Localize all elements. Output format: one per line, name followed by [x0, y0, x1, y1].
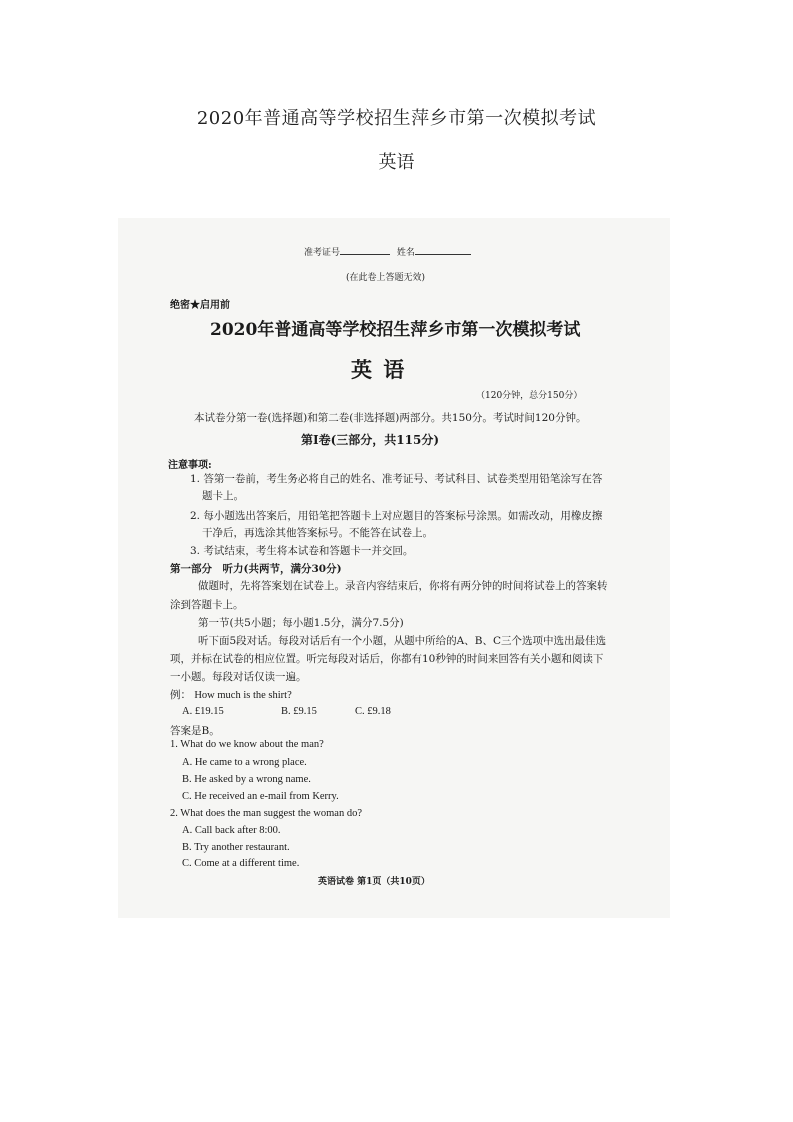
notice-item-2: 2. 每小题选出答案后，用铅笔把答题卡上对应题目的答案标号涂黑。如需改动，用橡皮擦 [190, 510, 603, 522]
admission-line [304, 245, 471, 258]
document-subject: 英语 [378, 152, 415, 173]
part1-instruction-cont: 涂到答题卡上。 [170, 599, 244, 611]
paper-title: 2020年普通高等学校招生萍乡市第一次模拟考试 [210, 320, 581, 340]
section1-instruction-1: 听下面5段对话。每段对话后有一个小题，从题中所给的A、B、C三个选项中选出最佳选 [198, 635, 607, 647]
section1-heading: 第一节(共5小题；每小题1.5分，满分7.5分) [198, 617, 404, 629]
example-option-c: C. £9.18 [355, 706, 391, 717]
section1-instruction-3: 一小题。每段对话仅读一遍。 [170, 671, 307, 683]
example-question: How much is the shirt? [194, 690, 292, 701]
section1-instruction-2: 项，并标在试卷的相应位置。听完每段对话后，你都有10秒钟的时间来回答有关小题和阅读下 [170, 653, 604, 665]
question-2-option-a: A. Call back after 8:00. [182, 825, 281, 836]
paper-subject: 英 语 [351, 357, 407, 382]
question-2-option-c: C. Come at a different time. [182, 858, 300, 869]
example-line [170, 687, 292, 702]
question-2-option-b: B. Try another restaurant. [182, 842, 290, 853]
part1-instruction: 做题时，先将答案划在试卷上。录音内容结束后，你将有两分钟的时间将试卷上的答案转 [198, 580, 608, 592]
notice-item-2-cont: 干净后，再选涂其他答案标号。不能答在试卷上。 [202, 527, 433, 539]
question-2-stem: 2. What does the man suggest the woman do? [170, 808, 362, 819]
notice-heading: 注意事项: [168, 460, 212, 471]
notice-item-1: 1. 答第一卷前，考生务必将自己的姓名、准考证号、考试科目、试卷类型用铅笔涂写在答 [190, 473, 603, 485]
example-option-b: B. £9.15 [281, 706, 317, 717]
example-label: 例： [170, 689, 191, 701]
document-title: 2020年普通高等学校招生萍乡市第一次模拟考试 [196, 108, 597, 129]
question-1-stem: 1. What do we know about the man? [170, 739, 324, 750]
invalid-answer-note: (在此卷上答题无效) [346, 273, 426, 283]
question-1-option-c: C. He received an e-mail from Kerry. [182, 791, 339, 802]
example-option-a: A. £19.15 [182, 706, 224, 717]
time-score: （120分钟，总分150分） [476, 391, 583, 401]
secret-label: 绝密★启用前 [170, 300, 230, 311]
notice-item-3: 3. 考试结束，考生将本试卷和答题卡一并交回。 [190, 545, 414, 557]
exam-id-blank [340, 245, 390, 255]
example-answer: 答案是B。 [170, 725, 220, 737]
question-1-option-b: B. He asked by a wrong name. [182, 774, 311, 785]
name-label: 姓名 [396, 248, 415, 258]
volume-title: 第Ⅰ卷(三部分，共115分) [301, 433, 440, 447]
paper-intro: 本试卷分第一卷(选择题)和第二卷(非选择题)两部分。共150分。考试时间120分钟。 [194, 412, 587, 424]
name-blank [415, 245, 471, 255]
page-footer: 英语试卷 第1页（共10页） [318, 877, 430, 887]
part1-heading: 第一部分 听力(共两节，满分30分) [170, 563, 342, 575]
notice-item-1-cont: 题卡上。 [202, 490, 244, 502]
scanned-exam-page [118, 218, 670, 918]
exam-id-label: 准考证号 [304, 248, 341, 258]
question-1-option-a: A. He came to a wrong place. [182, 757, 307, 768]
